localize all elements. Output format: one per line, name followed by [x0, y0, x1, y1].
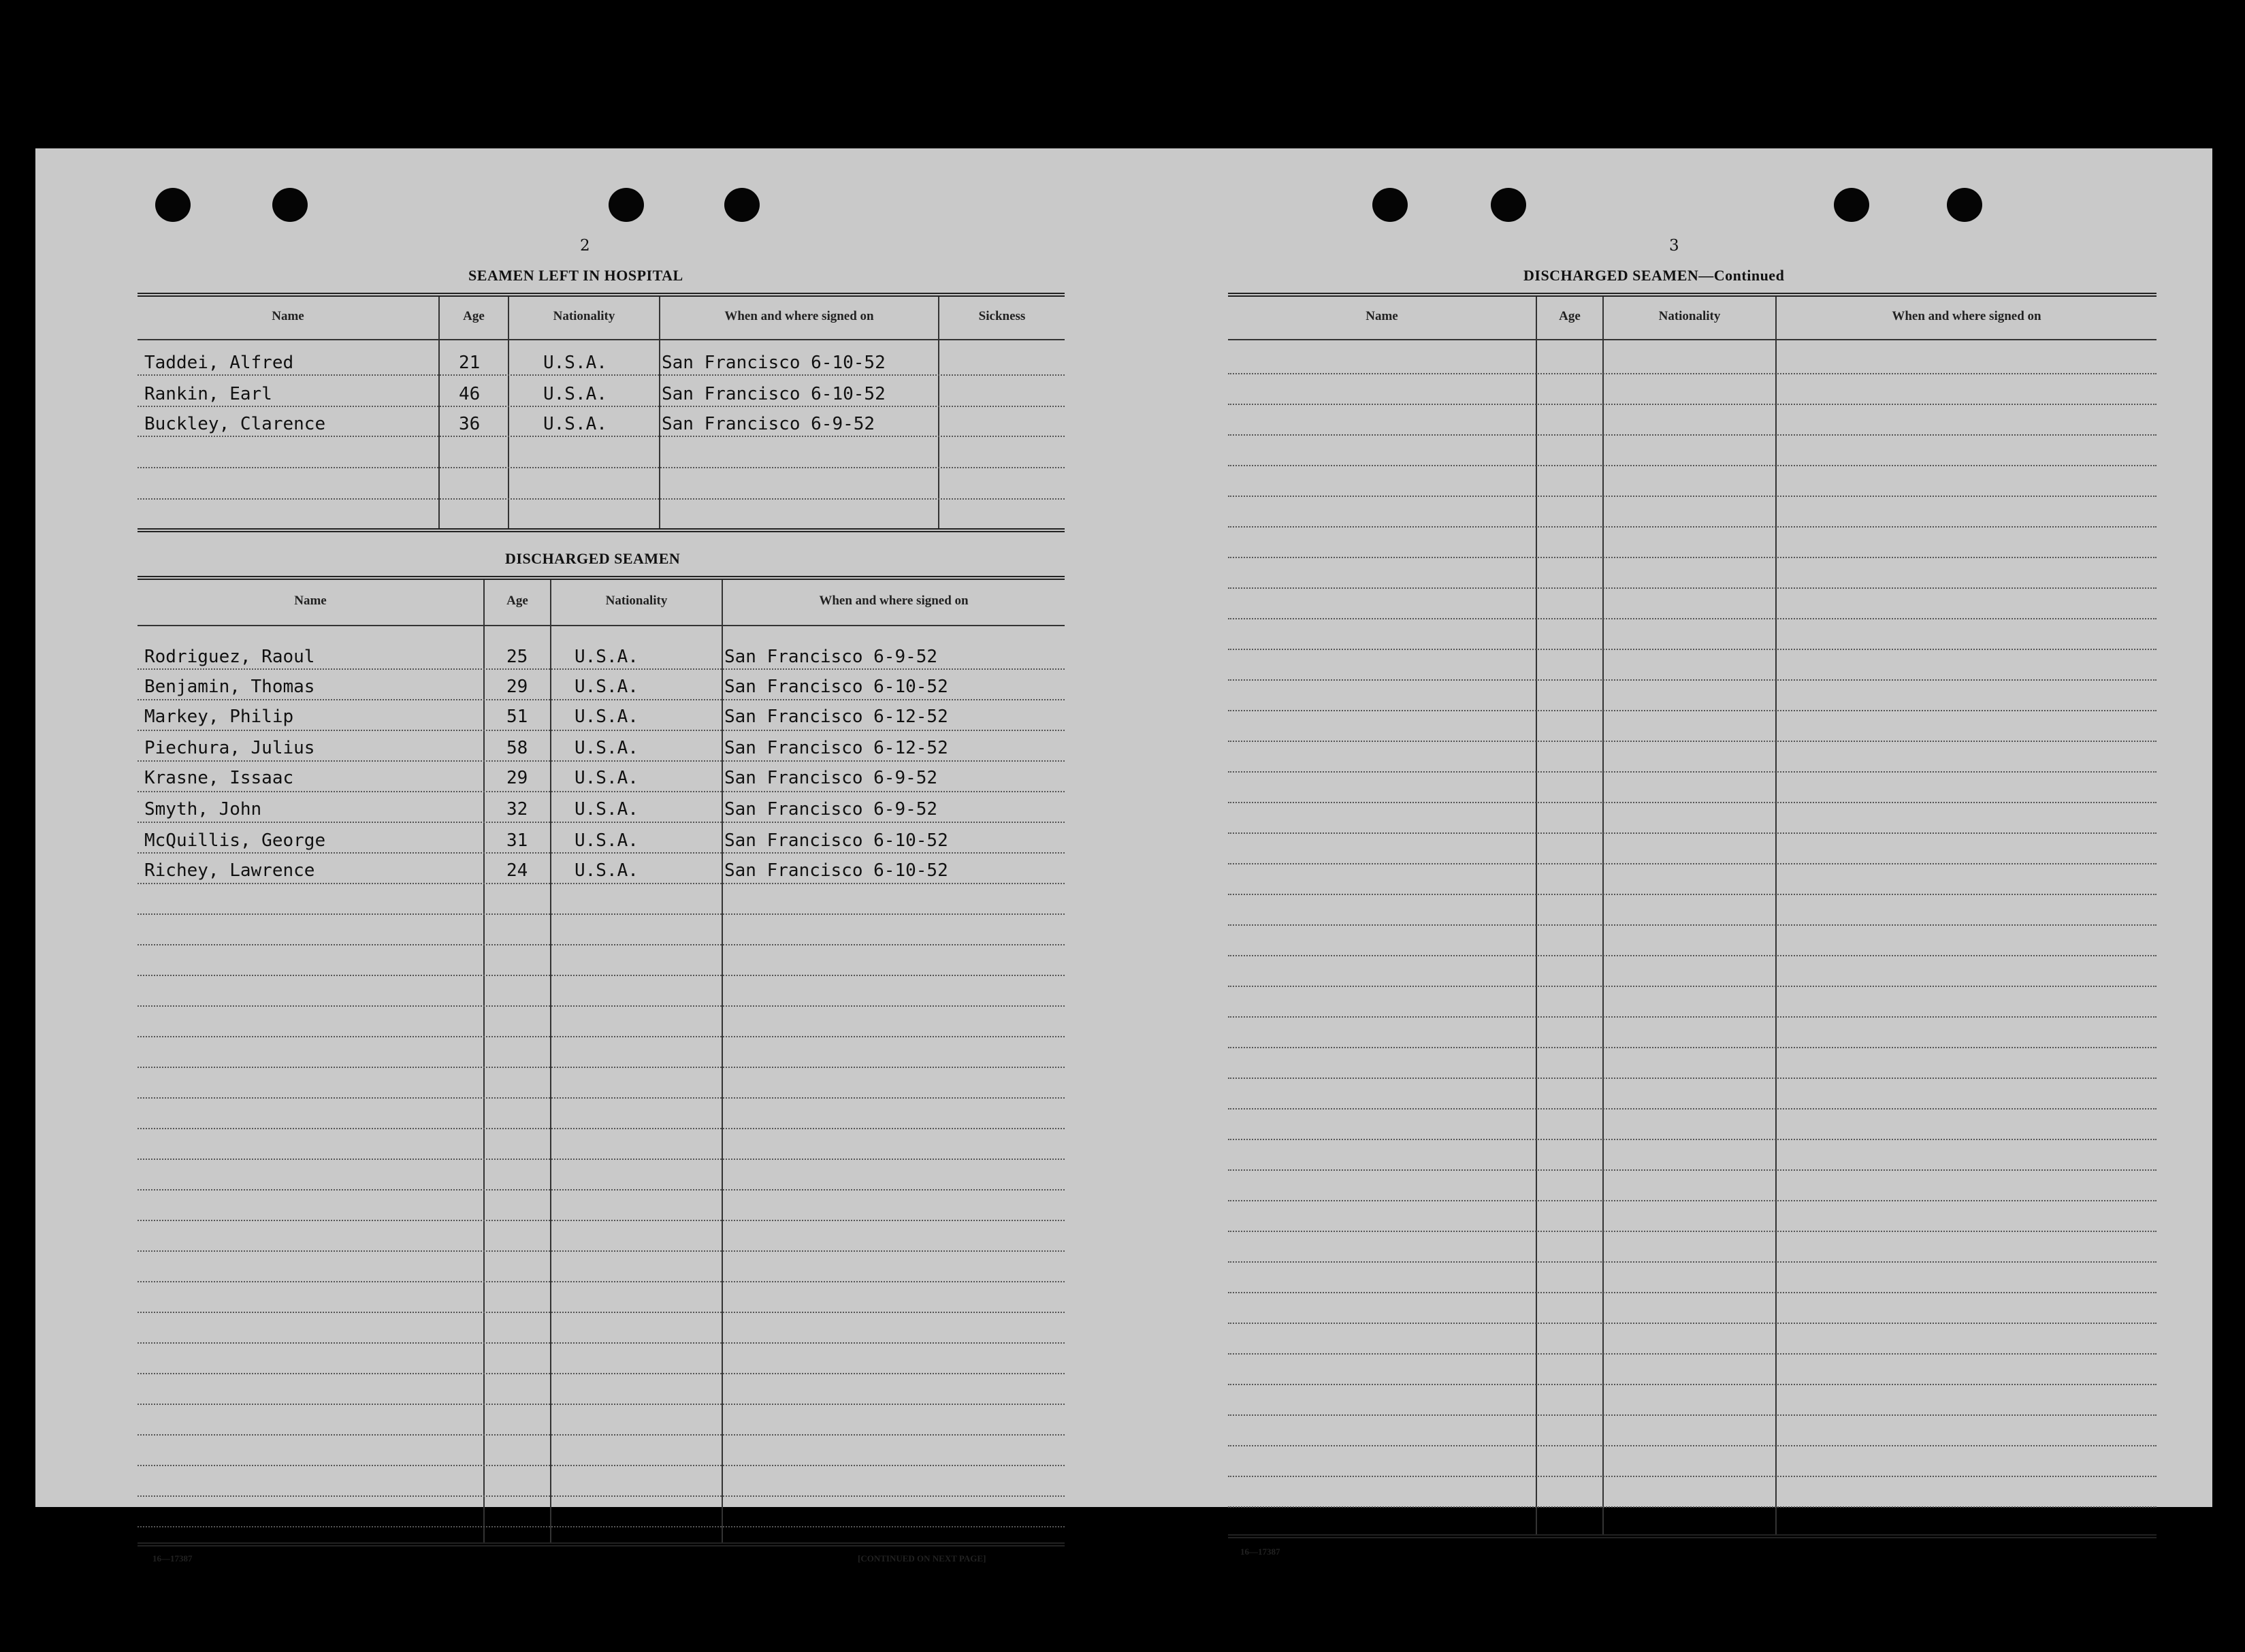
table-row-line: [138, 1159, 1065, 1160]
table-row-line: [1228, 1169, 2157, 1171]
discharged-header-name: Name: [294, 594, 327, 608]
discharged-nationality-cell: U.S.A.: [575, 799, 639, 820]
manifest-paper: [35, 148, 2212, 1564]
hospital-header-age: Age: [463, 309, 485, 323]
discharged-continued-title: [1523, 267, 1784, 285]
discharged-nationality-cell: U.S.A.: [575, 768, 639, 788]
table-row-line: [1228, 1231, 2157, 1232]
discharged-signed-on-cell: San Francisco 6-9-52: [724, 647, 938, 667]
hospital-name-cell: Rankin, Earl: [144, 384, 272, 404]
table-row-line: [1228, 1016, 2157, 1018]
table-row-line: [138, 822, 1065, 823]
table-row-line: [138, 1465, 1065, 1466]
hospital-age-cell: 46: [459, 384, 481, 404]
table-row-line: [138, 883, 1065, 884]
table-row-line: [1228, 832, 2157, 834]
table-row-line: [138, 1281, 1065, 1282]
table-row-line: [1228, 1261, 2157, 1263]
table-row-line: [138, 668, 1065, 670]
discharged-nationality-cell: U.S.A.: [575, 860, 639, 881]
discharged-signed-on-cell: San Francisco 6-12-52: [724, 738, 948, 758]
page-number-right: 3: [1669, 237, 1679, 255]
table-row-line: [1228, 1047, 2157, 1048]
table-row-line: [1228, 986, 2157, 987]
hospital-age-cell: 36: [459, 414, 481, 434]
discharged-age-cell: 51: [506, 707, 528, 727]
discharged-name-cell: Rodriguez, Raoul: [144, 647, 315, 667]
table-row-line: [1228, 496, 2157, 497]
table-row-line: [138, 1342, 1065, 1344]
hospital-nationality-cell: U.S.A.: [543, 353, 607, 373]
continued-header-signed-on: When and where signed on: [1892, 309, 2041, 323]
table-row-line: [138, 1495, 1065, 1497]
table-row-line: [1228, 1476, 2157, 1477]
discharged-signed-on-cell: San Francisco 6-12-52: [724, 707, 948, 727]
punch-hole: [1947, 188, 1982, 222]
form-number-left: 16—17387: [152, 1553, 193, 1564]
table-row-line: [1228, 863, 2157, 864]
table-row-line: [1228, 1353, 2157, 1355]
table-row-line: [138, 1404, 1065, 1405]
discharged-signed-on-cell: San Francisco 6-10-52: [724, 830, 948, 851]
table-row-line: [138, 975, 1065, 976]
discharged-name-cell: Krasne, Issaac: [144, 768, 294, 788]
discharged-continued-table: [1228, 293, 2157, 1538]
table-row-line: [1228, 465, 2157, 466]
table-row-line: [1228, 1323, 2157, 1324]
discharged-name-cell: Smyth, John: [144, 799, 262, 820]
table-row-line: [138, 913, 1065, 915]
discharged-name-cell: Markey, Philip: [144, 707, 294, 727]
table-row-line: [1228, 649, 2157, 650]
discharged-age-cell: 29: [506, 768, 528, 788]
table-row-line: [138, 1220, 1065, 1221]
punch-hole: [155, 188, 191, 222]
page-number-left: 2: [580, 237, 590, 255]
discharged-age-cell: 31: [506, 830, 528, 851]
discharged-table: [138, 576, 1065, 1546]
table-row-line: [1228, 741, 2157, 742]
table-row-line: [138, 1250, 1065, 1252]
table-row-line: [1228, 404, 2157, 405]
punch-hole: [724, 188, 760, 222]
discharged-continued-title-suffix: —Continued: [1698, 267, 1785, 284]
table-row-line: [138, 699, 1065, 700]
table-row-line: [138, 1434, 1065, 1436]
continued-header-nationality: Nationality: [1658, 309, 1721, 323]
table-row-line: [138, 944, 1065, 945]
discharged-signed-on-cell: San Francisco 6-9-52: [724, 799, 938, 820]
hospital-header-sickness: Sickness: [978, 309, 1026, 323]
hospital-nationality-cell: U.S.A.: [543, 414, 607, 434]
hospital-table: [138, 293, 1065, 532]
table-row-line: [1228, 1078, 2157, 1079]
discharged-nationality-cell: U.S.A.: [575, 707, 639, 727]
discharged-name-cell: McQuillis, George: [144, 830, 326, 851]
discharged-nationality-cell: U.S.A.: [575, 830, 639, 851]
table-row-line: [1228, 526, 2157, 528]
discharged-nationality-cell: U.S.A.: [575, 738, 639, 758]
discharged-age-cell: 32: [506, 799, 528, 820]
table-row-line: [138, 1189, 1065, 1191]
discharged-age-cell: 58: [506, 738, 528, 758]
table-row-line: [138, 1036, 1065, 1037]
continued-note: [CONTINUED ON NEXT PAGE]: [858, 1553, 986, 1564]
discharged-header-nationality: Nationality: [605, 594, 668, 608]
table-row-line: [1228, 1506, 2157, 1508]
table-row-line: [138, 1097, 1065, 1099]
hospital-nationality-cell: U.S.A.: [543, 384, 607, 404]
table-row-line: [1228, 1139, 2157, 1140]
continued-header-name: Name: [1366, 309, 1398, 323]
punch-hole: [272, 188, 308, 222]
table-row-line: [138, 1005, 1065, 1007]
table-row-line: [1228, 373, 2157, 374]
table-row-line: [1228, 1384, 2157, 1385]
table-row-line: [1228, 955, 2157, 956]
discharged-signed-on-cell: San Francisco 6-10-52: [724, 677, 948, 697]
hospital-header-signed-on: When and where signed on: [724, 309, 874, 323]
hospital-signed-on-cell: San Francisco 6-9-52: [662, 414, 875, 434]
table-row-line: [1228, 679, 2157, 681]
table-row-line: [138, 1373, 1065, 1374]
table-row-line: [138, 760, 1065, 762]
table-row-line: [1228, 894, 2157, 895]
table-row-line: [138, 791, 1065, 792]
table-row-line: [138, 1067, 1065, 1068]
punch-hole: [1834, 188, 1869, 222]
discharged-signed-on-cell: San Francisco 6-9-52: [724, 768, 938, 788]
discharged-signed-on-cell: San Francisco 6-10-52: [724, 860, 948, 881]
table-row-line: [138, 1312, 1065, 1313]
table-row-line: [1228, 587, 2157, 589]
table-row-line: [138, 1128, 1065, 1129]
discharged-age-cell: 29: [506, 677, 528, 697]
discharged-nationality-cell: U.S.A.: [575, 677, 639, 697]
discharged-section-title: DISCHARGED SEAMEN: [505, 550, 681, 567]
hospital-name-cell: Taddei, Alfred: [144, 353, 294, 373]
hospital-signed-on-cell: San Francisco 6-10-52: [662, 353, 886, 373]
table-row-line: [1228, 924, 2157, 926]
table-row-line: [1228, 802, 2157, 803]
table-row-line: [1228, 1200, 2157, 1201]
discharged-age-cell: 24: [506, 860, 528, 881]
punch-hole: [609, 188, 644, 222]
table-row-line: [1228, 1292, 2157, 1293]
hospital-section-title: SEAMEN LEFT IN HOSPITAL: [468, 267, 683, 284]
form-number-right: 16—17387: [1240, 1546, 1280, 1557]
table-row-line: [1228, 557, 2157, 558]
table-row-line: [138, 1526, 1065, 1527]
hospital-name-cell: Buckley, Clarence: [144, 414, 326, 434]
table-row-line: [1228, 1108, 2157, 1110]
continued-header-age: Age: [1559, 309, 1581, 323]
hospital-header-nationality: Nationality: [553, 309, 615, 323]
table-row-line: [1228, 710, 2157, 711]
hospital-header-name: Name: [272, 309, 304, 323]
discharged-name-cell: Benjamin, Thomas: [144, 677, 315, 697]
punch-hole: [1372, 188, 1408, 222]
discharged-nationality-cell: U.S.A.: [575, 647, 639, 667]
discharged-name-cell: Richey, Lawrence: [144, 860, 315, 881]
discharged-header-age: Age: [506, 594, 528, 608]
table-row-line: [1228, 1414, 2157, 1416]
table-row-line: [1228, 771, 2157, 773]
hospital-signed-on-cell: San Francisco 6-10-52: [662, 384, 886, 404]
discharged-continued-title-main: DISCHARGED SEAMEN: [1523, 267, 1699, 284]
punch-hole: [1491, 188, 1526, 222]
table-row-line: [1228, 1445, 2157, 1446]
discharged-age-cell: 25: [506, 647, 528, 667]
discharged-header-signed-on: When and where signed on: [819, 594, 969, 608]
table-row-line: [138, 852, 1065, 854]
table-row-line: [138, 730, 1065, 731]
discharged-name-cell: Piechura, Julius: [144, 738, 315, 758]
hospital-age-cell: 21: [459, 353, 481, 373]
table-row-line: [1228, 434, 2157, 436]
table-row-line: [1228, 618, 2157, 619]
